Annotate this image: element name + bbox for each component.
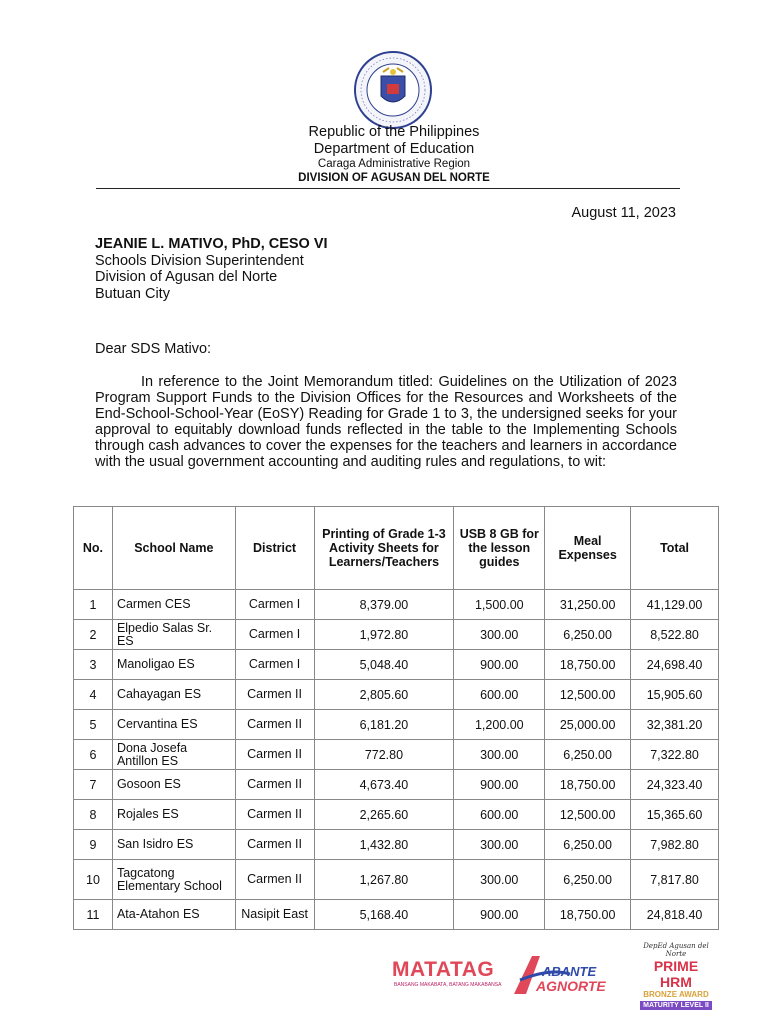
cell-school: Manoligao ES (112, 650, 235, 680)
cell-total: 24,323.40 (631, 770, 719, 800)
salutation: Dear SDS Mativo: (95, 341, 212, 357)
header-region: Caraga Administrative Region (317, 158, 471, 170)
header-total: Total (631, 507, 719, 590)
cell-district: Carmen II (235, 860, 314, 900)
agnorte-text: AGNORTE (536, 978, 606, 994)
cell-meal: 18,750.00 (545, 900, 631, 930)
cell-district: Carmen I (235, 590, 314, 620)
cell-meal: 6,250.00 (545, 620, 631, 650)
cell-usb: 300.00 (454, 620, 545, 650)
cell-no: 7 (74, 770, 113, 800)
table-row (74, 740, 719, 770)
header-department: Department of Education (313, 141, 475, 157)
cell-no: 10 (74, 860, 113, 900)
cell-total: 15,365.60 (631, 800, 719, 830)
cell-printing: 8,379.00 (314, 590, 454, 620)
cell-total: 7,817.80 (631, 860, 719, 900)
cell-district: Carmen II (235, 740, 314, 770)
prime-award: BRONZE AWARD (643, 990, 709, 999)
cell-total: 15,905.60 (631, 680, 719, 710)
addressee-title: Schools Division Superintendent (95, 252, 304, 269)
table-row (74, 710, 719, 740)
cell-no: 9 (74, 830, 113, 860)
cell-meal: 18,750.00 (545, 650, 631, 680)
cell-printing: 2,805.60 (314, 680, 454, 710)
cell-total: 24,818.40 (631, 900, 719, 930)
cell-printing: 1,267.80 (314, 860, 454, 900)
cell-school: Cervantina ES (112, 710, 235, 740)
cell-district: Carmen II (235, 710, 314, 740)
cell-school: Gosoon ES (112, 770, 235, 800)
prime-hrm-logo (640, 942, 712, 1010)
cell-printing: 5,048.40 (314, 650, 454, 680)
addressee-name: JEANIE L. MATIVO, PhD, CESO VI (95, 236, 328, 252)
cell-total: 24,698.40 (631, 650, 719, 680)
cell-printing: 2,265.60 (314, 800, 454, 830)
header-printing: Printing of Grade 1-3 Activity Sheets for Learners/Teachers (314, 507, 454, 590)
header-district: District (235, 507, 314, 590)
addressee-office: Division of Agusan del Norte (95, 269, 278, 285)
table-row (74, 800, 719, 830)
cell-school: Elpedio Salas Sr. ES (112, 620, 235, 650)
cell-printing: 6,181.20 (314, 710, 454, 740)
cell-usb: 600.00 (454, 680, 545, 710)
cell-meal: 31,250.00 (545, 590, 631, 620)
table-row (74, 860, 719, 900)
cell-meal: 18,750.00 (545, 770, 631, 800)
abante-agnorte-logo (510, 950, 606, 1000)
cell-district: Carmen II (235, 800, 314, 830)
cell-district: Carmen II (235, 680, 314, 710)
cell-school: Dona Josefa Antillon ES (112, 740, 235, 770)
cell-usb: 1,200.00 (454, 710, 545, 740)
cell-no: 11 (74, 900, 113, 930)
table-row (74, 590, 719, 620)
cell-meal: 12,500.00 (545, 680, 631, 710)
prime-top-text: DepEd Agusan del Norte (643, 942, 709, 958)
table-header-row (74, 507, 719, 590)
cell-school: Cahayagan ES (112, 680, 235, 710)
cell-meal: 12,500.00 (545, 800, 631, 830)
matatag-text: MATATAG (392, 958, 495, 981)
body-paragraph: In reference to the Joint Memorandum titled: Guidelines on the Utilization of 2023 Program Support Funds to the Division Offices for the Resources and Worksheets of the End-School-School-Year (EoSY) Reading for Grade 1 to 3, the undersigned seeks for your approval to equitably download funds reflected in the table to the Implementing Schools through cash advances to cover the expenses for the teachers and learners in accordance with the usual government accounting and auditing rules and regulations, to wit: (95, 374, 677, 470)
cell-usb: 300.00 (454, 830, 545, 860)
table-row (74, 900, 719, 930)
cell-usb: 1,500.00 (454, 590, 545, 620)
addressee-city: Butuan City (95, 285, 170, 302)
cell-printing: 1,972.80 (314, 620, 454, 650)
cell-printing: 772.80 (314, 740, 454, 770)
cell-no: 6 (74, 740, 113, 770)
matatag-tagline: BANSANG MAKABATA, BATANG MAKABANSA (394, 982, 502, 988)
cell-school: Rojales ES (112, 800, 235, 830)
matatag-logo (392, 958, 494, 982)
cell-school: Tagcatong Elementary School (112, 860, 235, 900)
abante-text: ABANTE (542, 964, 597, 979)
table-row (74, 770, 719, 800)
cell-school: Carmen CES (112, 590, 235, 620)
cell-total: 41,129.00 (631, 590, 719, 620)
prime-level: MATURITY LEVEL II (640, 1001, 712, 1010)
cell-district: Carmen I (235, 650, 314, 680)
table-row (74, 830, 719, 860)
cell-printing: 1,432.80 (314, 830, 454, 860)
cell-usb: 600.00 (454, 800, 545, 830)
header-republic: Republic of the Philippines (308, 124, 480, 140)
cell-school: San Isidro ES (112, 830, 235, 860)
cell-district: Carmen I (235, 620, 314, 650)
cell-usb: 900.00 (454, 900, 545, 930)
cell-district: Nasipit East (235, 900, 314, 930)
cell-no: 8 (74, 800, 113, 830)
cell-meal: 6,250.00 (545, 740, 631, 770)
funds-table (73, 506, 719, 930)
cell-usb: 300.00 (454, 740, 545, 770)
header-school: School Name (112, 507, 235, 590)
cell-total: 8,522.80 (631, 620, 719, 650)
header-usb: USB 8 GB for the lesson guides (454, 507, 545, 590)
cell-no: 2 (74, 620, 113, 650)
cell-no: 4 (74, 680, 113, 710)
header-divider (96, 188, 680, 189)
addressee-block (95, 236, 328, 302)
prime-title: PRIME HRM (653, 958, 699, 990)
table-row (74, 680, 719, 710)
header-no: No. (74, 507, 113, 590)
cell-printing: 4,673.40 (314, 770, 454, 800)
cell-district: Carmen II (235, 770, 314, 800)
header-meal: Meal Expenses (545, 507, 631, 590)
cell-total: 32,381.20 (631, 710, 719, 740)
cell-meal: 6,250.00 (545, 860, 631, 900)
table-row (74, 620, 719, 650)
cell-meal: 25,000.00 (545, 710, 631, 740)
cell-no: 5 (74, 710, 113, 740)
cell-printing: 5,168.40 (314, 900, 454, 930)
cell-school: Ata-Atahon ES (112, 900, 235, 930)
table-row (74, 650, 719, 680)
header-division: DIVISION OF AGUSAN DEL NORTE (298, 172, 490, 184)
cell-district: Carmen II (235, 830, 314, 860)
deped-seal-logo (353, 50, 433, 130)
cell-no: 3 (74, 650, 113, 680)
cell-usb: 300.00 (454, 860, 545, 900)
cell-total: 7,322.80 (631, 740, 719, 770)
cell-usb: 900.00 (454, 770, 545, 800)
cell-usb: 900.00 (454, 650, 545, 680)
cell-total: 7,982.80 (631, 830, 719, 860)
cell-meal: 6,250.00 (545, 830, 631, 860)
cell-no: 1 (74, 590, 113, 620)
letter-date: August 11, 2023 (571, 205, 676, 221)
